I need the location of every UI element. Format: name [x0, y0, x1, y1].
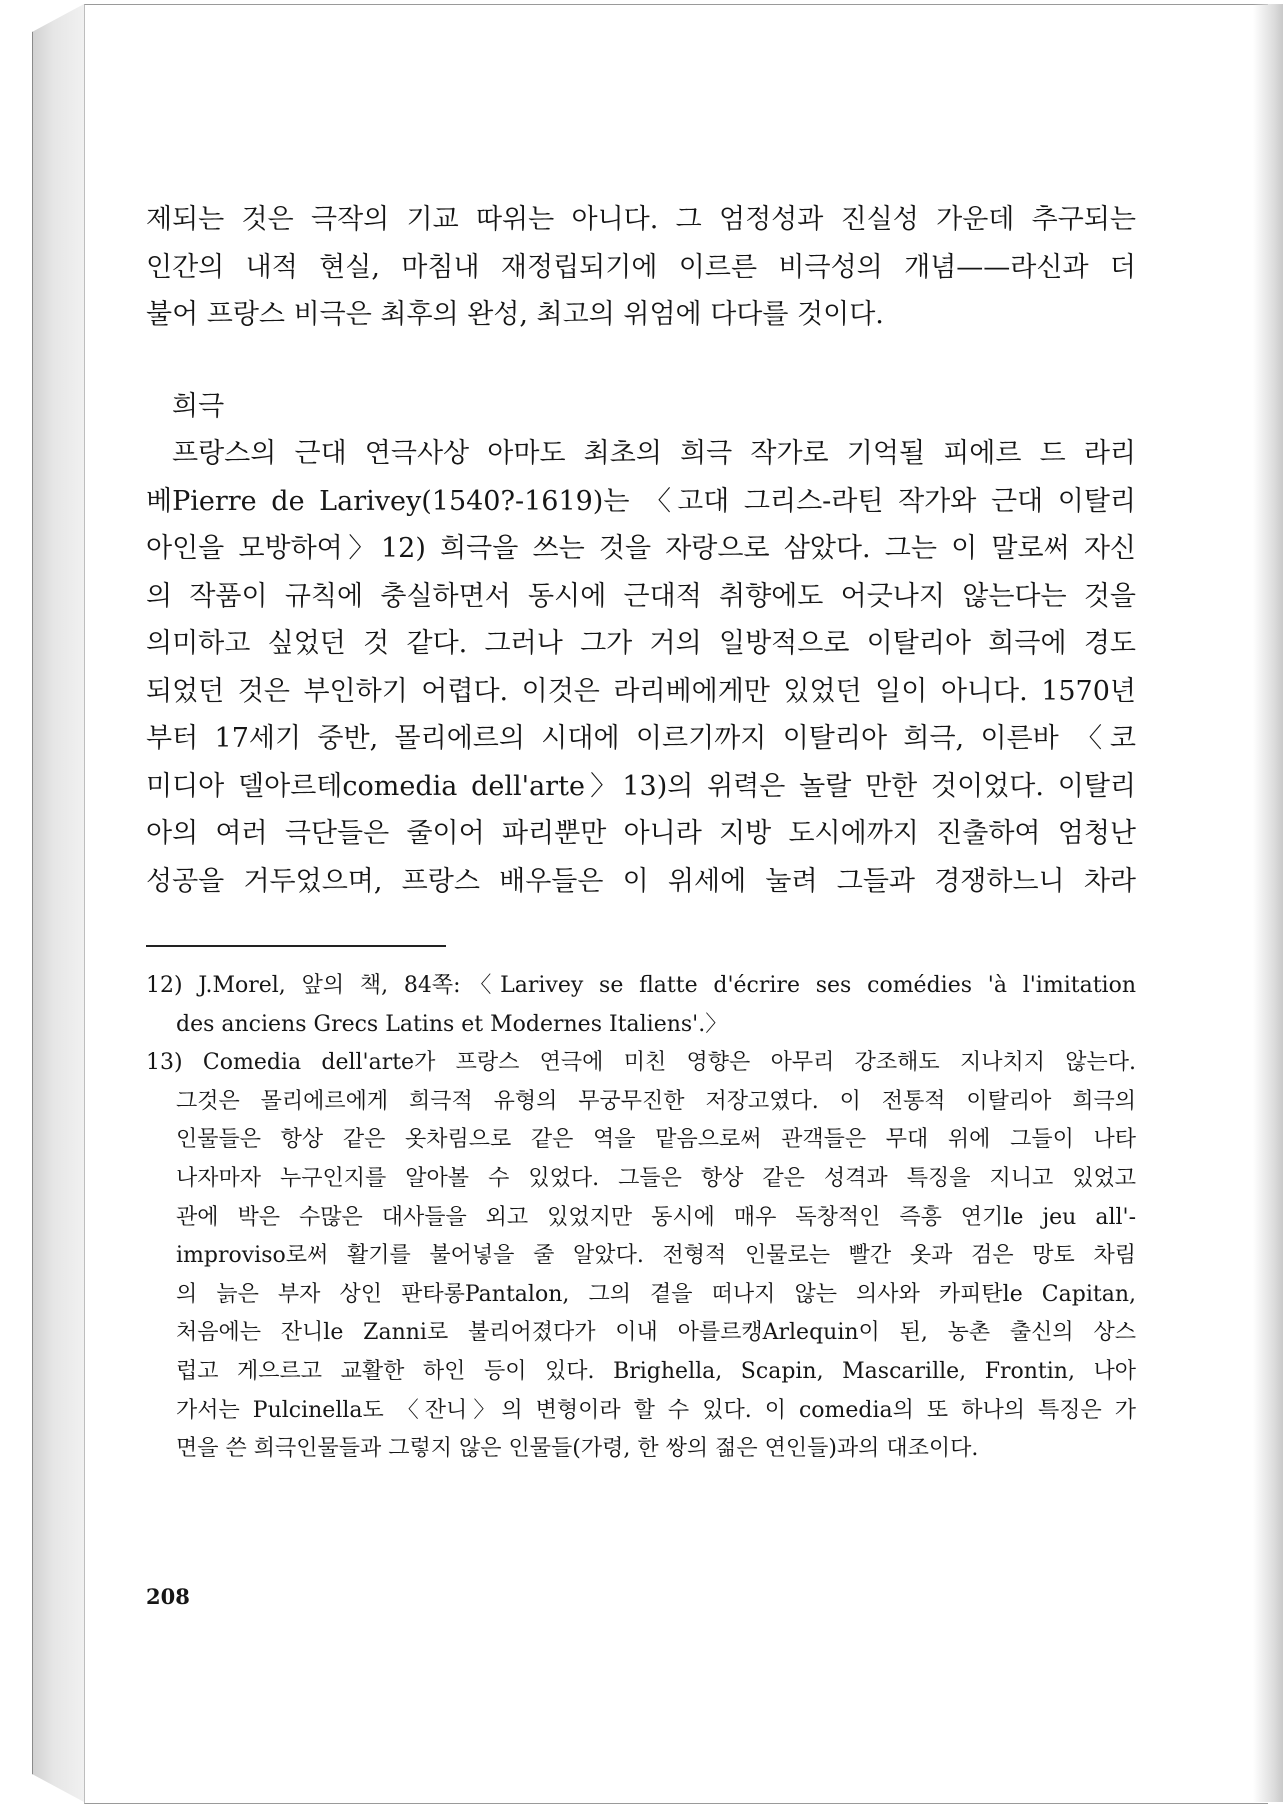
text-line: 불어 프랑스 비극은 최후의 완성, 최고의 위엄에 다다를 것이다. [146, 299, 884, 330]
text-line: 인간의 내적 현실, 마침내 재정립되기에 이르른 비극성의 개념——라신과 더 [146, 251, 1136, 283]
page-content [146, 196, 1136, 1469]
footnote-13 [146, 1044, 1136, 1469]
footnote-divider [146, 945, 446, 947]
text-line: 부터 17세기 중반, 몰리에르의 시대에 이르기까지 이탈리아 희극, 이른바 〈코 [146, 723, 1136, 754]
text-line: 프랑스의 근대 연극사상 아마도 최초의 희극 작가로 기억될 피에르 드 라리 [172, 438, 1136, 469]
footnote-line: 관에 박은 수많은 대사들을 외고 있었지만 동시에 매우 독창적인 즉흥 연기le jeu all'- [176, 1204, 1136, 1230]
text-line: 아인을 모방하여〉12) 희극을 쓰는 것을 자랑으로 삼았다. 그는 이 말로써 자신 [146, 533, 1136, 564]
footnotes [146, 967, 1136, 1469]
top-paragraph [146, 196, 1136, 339]
section-heading: 희극 [172, 390, 225, 422]
footnote-line: 12) J.Morel, 앞의 책, 84쪽:〈Larivey se flatte d'écrire ses comédies 'à l'imitation [146, 973, 1136, 998]
page-number: 208 [146, 1584, 190, 1609]
book-spine-edge [32, 4, 85, 1802]
section-paragraph [146, 430, 1136, 905]
footnote-line: 그것은 몰리에르에게 희극적 유형의 무궁무진한 저장고였다. 이 전통적 이탈리아 희극의 [176, 1088, 1136, 1114]
footnote-line: 처음에는 잔니le Zanni로 불리어졌다가 이내 아를르캥Arlequin이 된, 농촌 출신의 상스 [176, 1320, 1136, 1346]
text-line: 아의 여러 극단들은 줄이어 파리뿐만 아니라 지방 도시에까지 진출하여 엄청난 [146, 818, 1136, 849]
footnote-line: 나자마자 누구인지를 알아볼 수 있었다. 그들은 항상 같은 성격과 특징을 지니고 있었고 [176, 1165, 1136, 1191]
text-line: 성공을 거두었으며, 프랑스 배우들은 이 위세에 눌려 그들과 경쟁하느니 차라 [146, 865, 1136, 897]
text-line: 미디아 델아르테comedia dell'arte〉13)의 위력은 놀랄 만한 것이었다. 이탈리 [146, 770, 1136, 802]
footnote-line: 13) Comedia dell'arte가 프랑스 연극에 미친 영향은 아무리 강조해도 지나치지 않는다. [146, 1050, 1136, 1076]
text-line: 의미하고 싶었던 것 같다. 그러나 그가 거의 일방적으로 이탈리아 희극에 경도 [146, 628, 1136, 659]
text-line: 의 작품이 규칙에 충실하면서 동시에 근대적 취향에도 어긋나지 않는다는 것을 [146, 580, 1136, 612]
footnote-12 [146, 967, 1136, 1044]
footnote-line: 럽고 게으르고 교활한 하인 등이 있다. Brighella, Scapin, Mascarille, Frontin, 나아 [176, 1358, 1136, 1384]
footnote-line: 인물들은 항상 같은 옷차림으로 같은 역을 맡음으로써 관객들은 무대 위에 그들이 나타 [176, 1127, 1136, 1153]
text-line: 베Pierre de Larivey(1540?-1619)는 〈고대 그리스-라틴 작가와 근대 이탈리 [146, 485, 1136, 517]
footnote-line: des anciens Grecs Latins et Modernes Italiens'.〉 [176, 1011, 728, 1037]
footnote-line: 면을 쓴 희극인물들과 그렇지 않은 인물들(가령, 한 쌍의 젊은 연인들)과의 대조이다. [176, 1436, 979, 1462]
footnote-line: improviso로써 활기를 불어넣을 줄 알았다. 전형적 인물로는 빨간 옷과 검은 망토 차림 [176, 1243, 1136, 1269]
text-line: 제되는 것은 극작의 기교 따위는 아니다. 그 엄정성과 진실성 가운데 추구되는 [146, 204, 1136, 235]
page-edge-shadow [1253, 4, 1283, 1802]
footnote-line: 가서는 Pulcinella도 〈잔니〉의 변형이라 할 수 있다. 이 comedia의 또 하나의 특징은 가 [176, 1397, 1136, 1423]
text-line: 되었던 것은 부인하기 어렵다. 이것은 라리베에게만 있었던 일이 아니다. 1570년 [146, 675, 1136, 707]
footnote-line: 의 늙은 부자 상인 판타롱Pantalon, 그의 곁을 떠나지 않는 의사와 카피탄le Capitan, [176, 1281, 1136, 1307]
